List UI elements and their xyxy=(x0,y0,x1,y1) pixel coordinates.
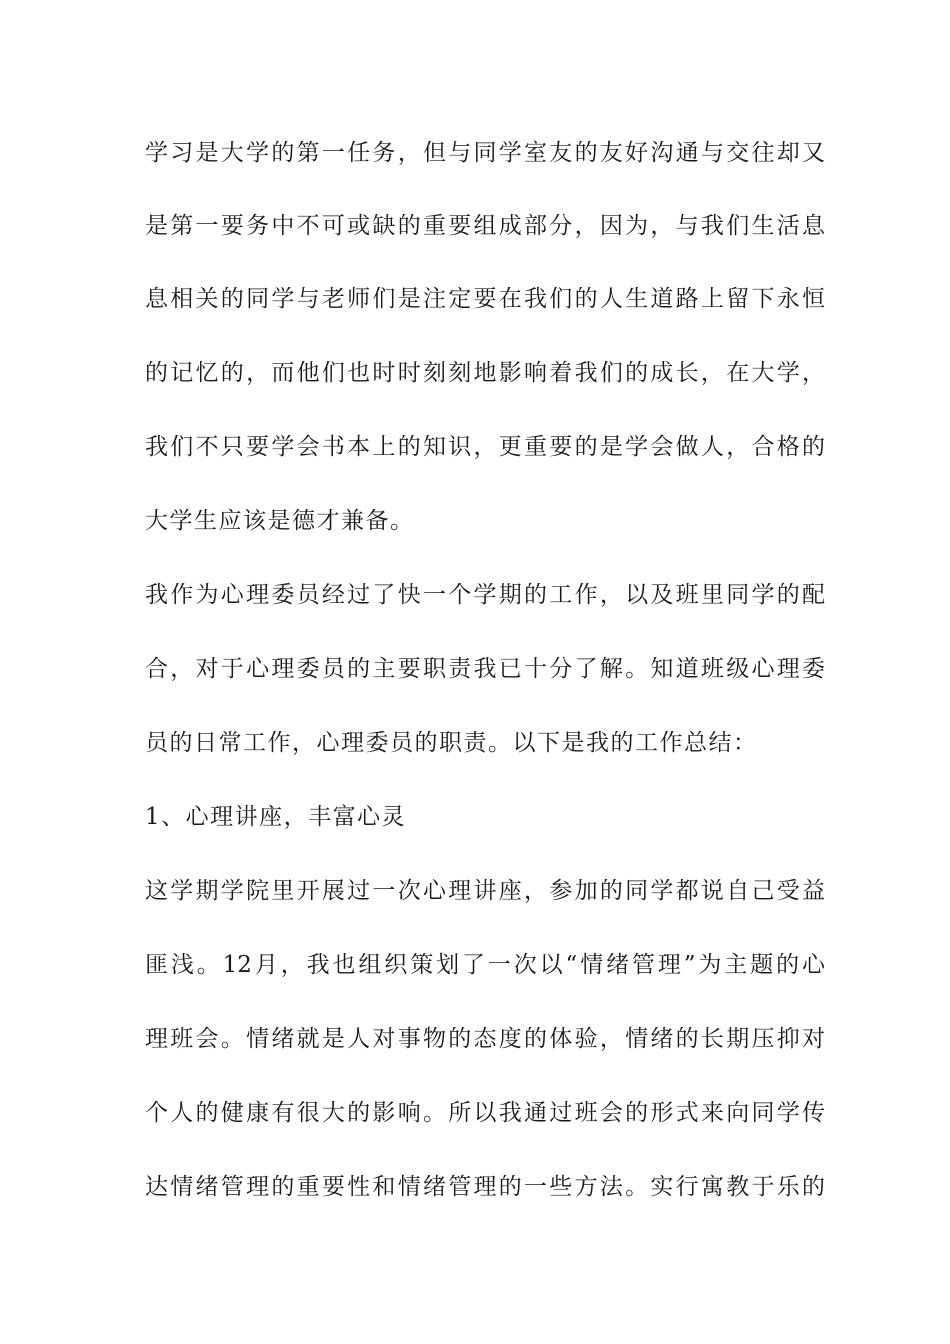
section-heading: 1、心理讲座，丰富心灵 xyxy=(145,804,407,830)
paragraph-line: 是第一要务中不可或缺的重要组成部分，因为，与我们生活息 xyxy=(145,213,825,239)
paragraph-line: 员的日常工作，心理委员的职责。以下是我的工作总结： xyxy=(145,730,758,756)
paragraph-line: 我作为心理委员经过了快一个学期的工作，以及班里同学的配 xyxy=(145,582,825,608)
paragraph-line: 我们不只要学会书本上的知识，更重要的是学会做人，合格的 xyxy=(145,434,825,460)
paragraph-line: 理班会。情绪就是人对事物的态度的体验，情绪的长期压抑对 xyxy=(145,1026,825,1052)
paragraph-line: 达情绪管理的重要性和情绪管理的一些方法。实行寓教于乐的 xyxy=(145,1174,825,1200)
paragraph-line: 这学期学院里开展过一次心理讲座，参加的同学都说自己受益 xyxy=(145,878,825,904)
paragraph-line: 个人的健康有很大的影响。所以我通过班会的形式来向同学传 xyxy=(145,1100,825,1126)
paragraph-line: 大学生应该是德才兼备。 xyxy=(145,508,415,534)
paragraph-line: 匪浅。12月，我也组织策划了一次以“情绪管理”为主题的心 xyxy=(145,952,825,978)
paragraph-line: 的记忆的，而他们也时时刻刻地影响着我们的成长，在大学， xyxy=(145,360,825,386)
paragraph-line: 学习是大学的第一任务，但与同学室友的友好沟通与交往却又 xyxy=(145,140,825,166)
paragraph-line: 合，对于心理委员的主要职责我已十分了解。知道班级心理委 xyxy=(145,656,825,682)
paragraph-line: 息相关的同学与老师们是注定要在我们的人生道路上留下永恒 xyxy=(145,286,825,312)
